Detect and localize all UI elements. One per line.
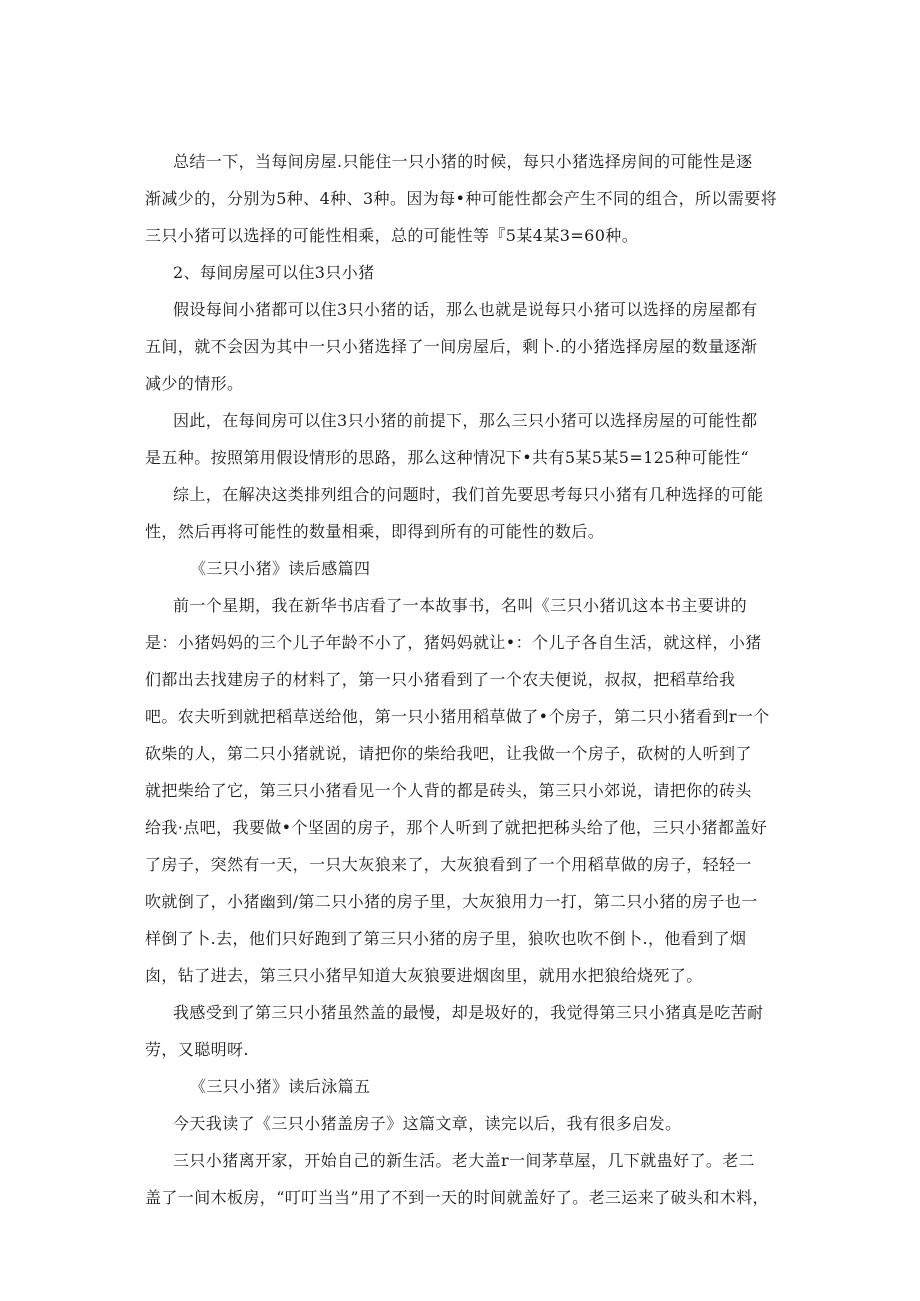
text-line-10: 综上，在解决这类排列组合的问题时，我们首先要思考每只小猪有几种选择的可能 (173, 485, 764, 504)
text-line-27: 今天我读了《三只小猪盖房子》这篇文章，读完以后，我有很多启发。 (173, 1114, 682, 1133)
text-line-23: 囱，钻了进去，第三只小猪早知道大灰狼要进烟囱里，就用水把狼给烧死了。 (145, 966, 703, 985)
text-line-5: 假设每间小猪都可以住3只小猪的话，那么也就是说每只小猪可以选择的房屋都有 (173, 300, 758, 319)
text-line-3: 三只小猪可以选择的可能性相乘，总的可能性等『5某4某3=60种。 (145, 226, 639, 245)
text-line-29: 盖了一间木板房，“叮叮当当”用了不到一天的时间就盖好了。老三运来了破头和木料， (145, 1188, 769, 1207)
text-line-9: 是五种。按照第用假设情形的思路，那么这种情况下•共有5某5某5=125种可能性“ (145, 448, 750, 467)
section-title-5: 《三只小猪》读后泳篇五 (190, 1077, 371, 1096)
section-title-4: 《三只小猪》读后感篇四 (190, 559, 371, 578)
text-line-13: 前一个星期，我在新华书店看了一本故事书，名叫《三只小猪讥这本书主要讲的 (173, 596, 748, 615)
text-line-6: 五间，就不会因为其中一只小猪选择了一间房屋后，剩卜.的小猪选择房屋的数量逐渐 (145, 337, 758, 356)
text-line-25: 劳，又聪明呀. (145, 1040, 249, 1059)
text-line-20: 了房子，突然有一天，一只大灰狼来了，大灰狼看到了一个用稻草做的房子，轻轻一 (145, 855, 752, 874)
text-line-16: 吧。农夫听到就把稻草送给他，第一只小猪用稻草做了•个房子，第二只小猪看到r一个 (145, 707, 770, 726)
text-line-11: 性，然后再将可能性的数量相乘，即得到所有的可能性的数后。 (145, 522, 605, 541)
text-line-19: 给我·点吧，我要做•个坚固的房子，那个人听到了就把把秭头给了他，三只小猪都盖好 (145, 818, 768, 837)
text-line-1: 总结一下，当每间房屋.只能住一只小猪的时候，每只小猪选择房间的可能性是逐 (173, 152, 753, 171)
text-line-21: 吹就倒了，小猪幽到/第二只小猪的房子里，大灰狼用力一打，第二只小猪的房子也一 (145, 892, 758, 911)
text-line-18: 就把柴给了它，第三只小猪看见一个人背的都是砖头，第三只小郊说，请把你的砖头 (145, 781, 752, 800)
text-line-17: 砍柴的人，第二只小猪就说，请把你的柴给我吧，让我做一个房子，砍树的人听到了 (145, 744, 752, 763)
text-line-22: 样倒了卜.去，他们只好跑到了第三只小猪的房子里，狼吹也吹不倒卜.，他看到了烟 (145, 929, 747, 948)
text-line-15: 们都出去找建房子的材料了，第一只小猪看到了一个农夫便说，叔叔，把稻草给我 (145, 670, 736, 689)
text-line-28: 三只小猪离开家，开始自己的新生活。老大盖r一间茅草屋，几下就蛊好了。老二 (173, 1151, 756, 1170)
text-line-8: 因此，在每间房可以住3只小猪的前提下，那么三只小猪可以选择房屋的可能性都 (173, 411, 758, 430)
text-line-14: 是：小猪妈妈的三个儿子年龄不小了，猪妈妈就让•：个儿子各自生活，就这样，小猪 (145, 633, 762, 652)
text-line-7: 减少的情形。 (145, 374, 244, 393)
text-line-24: 我感受到了第三只小猪虽然盖的最慢，却是圾好的，我觉得第三只小猪真是吃苦耐 (173, 1003, 764, 1022)
text-line-2: 渐减少的，分别为5种、4种、3种。因为每•种可能性都会产生不同的组合，所以需要将 (145, 189, 777, 208)
section-heading-2: 2、每间房屋可以住3只小猪 (173, 263, 375, 282)
